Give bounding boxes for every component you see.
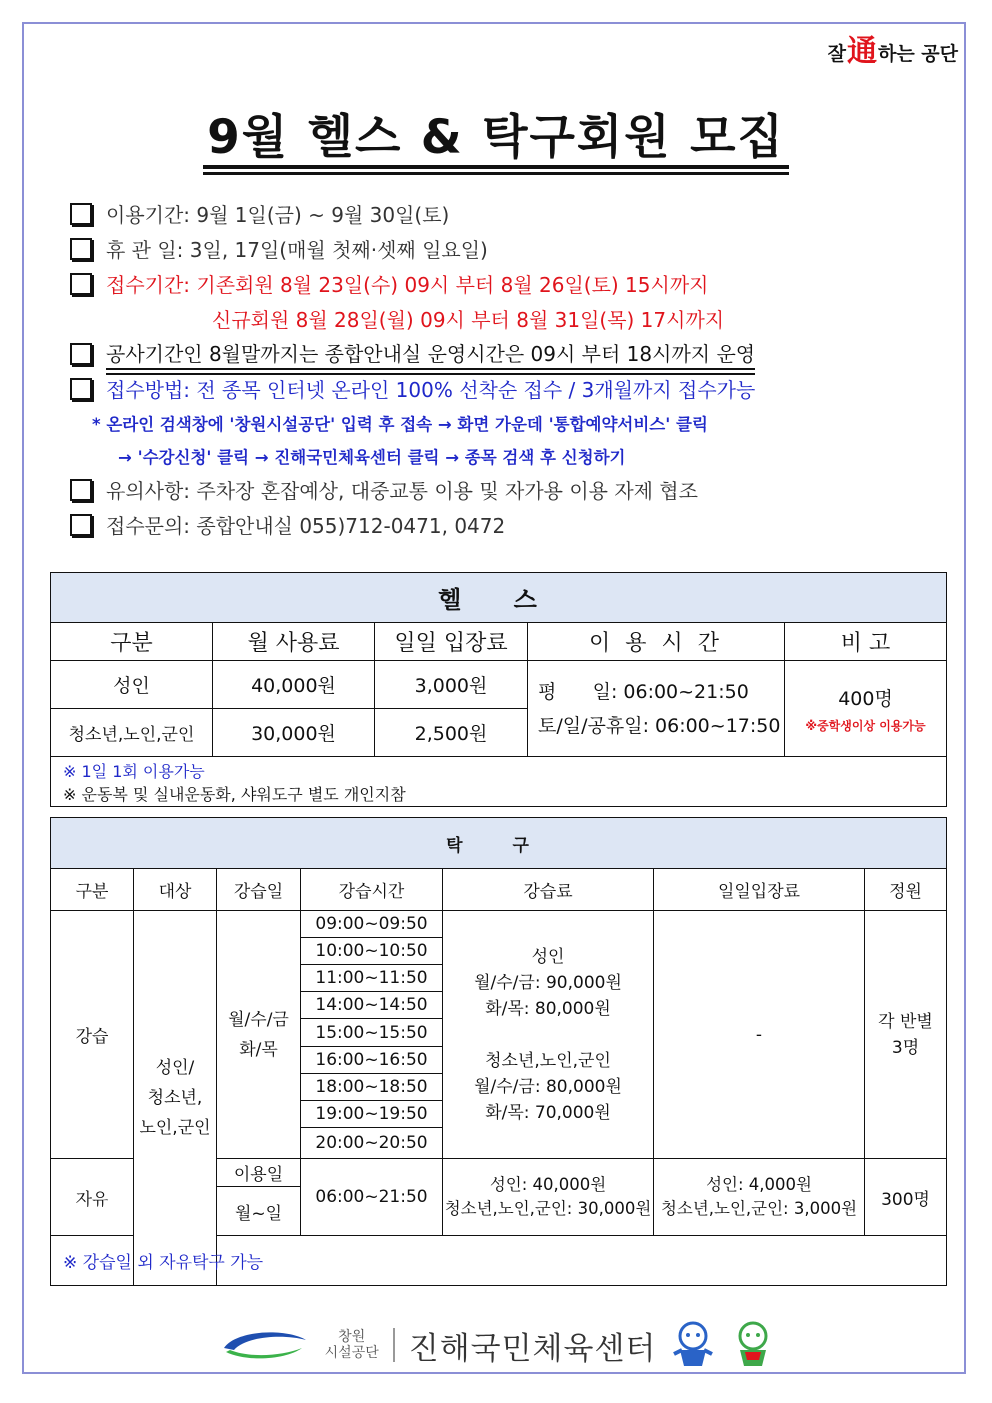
health-capacity-cell: 400명 ※중학생이상 이용가능: [785, 661, 947, 757]
health-type: 청소년,노인,군인: [51, 709, 213, 757]
tt-free-day-label: 이용일: [217, 1159, 301, 1187]
blue-mascot-icon: [670, 1320, 716, 1370]
tt-target: 성인/ 청소년, 노인,군인: [134, 911, 217, 1286]
center-name: 진해국민체육센터: [408, 1330, 657, 1367]
info-period: 이용기간: 9월 1일(금) ~ 9월 30일(토): [70, 196, 950, 231]
info-caution: 유의사항: 주차장 혼잡예상, 대중교통 이용 및 자가용 이용 자제 협조: [70, 472, 950, 507]
info-reception-new: 신규회원 8월 28일(월) 09시 부터 8월 31일(목) 17시까지: [212, 308, 725, 332]
page-title: 9월 헬스 & 탁구회원 모집: [0, 100, 992, 167]
checkbox-icon: [70, 514, 92, 536]
tt-time: 20:00~20:50: [301, 1128, 443, 1159]
tt-time: 18:00~18:50: [301, 1074, 443, 1101]
info-construction: 공사기간인 8월말까지는 종합안내실 운영시간은 09시 부터 18시까지 운영: [70, 336, 950, 371]
swoosh-logo-icon: [216, 1326, 311, 1364]
checkbox-icon: [70, 378, 92, 400]
checkbox-icon: [70, 273, 92, 295]
health-header: 구분: [51, 623, 213, 661]
checkbox-icon: [70, 238, 92, 260]
tt-free-daily: 성인: 4,000원 청소년,노인,군인: 3,000원: [654, 1159, 865, 1236]
tt-header: 강습일: [217, 869, 301, 911]
health-daily: 2,500원: [375, 709, 528, 757]
tt-free-day: 월~일: [217, 1187, 301, 1236]
health-header: 비 고: [785, 623, 947, 661]
tt-title: 탁 구: [51, 818, 947, 869]
health-table: [50, 572, 947, 807]
tt-free-time: 06:00~21:50: [301, 1159, 443, 1236]
checkbox-icon: [70, 343, 92, 365]
table-tennis-table: [50, 817, 947, 1286]
health-notes: ※ 1일 1회 이용가능 ※ 운동복 및 실내운동화, 샤워도구 별도 개인지참: [51, 757, 947, 807]
checkbox-icon: [70, 203, 92, 225]
tt-note: ※ 강습일 외 자유탁구 가능: [51, 1236, 947, 1286]
info-guide-2: → '수강신청' 클릭 → 진해국민체육센터 클릭 → 종목 검색 후 신청하기: [118, 447, 626, 467]
tt-header: 강습료: [443, 869, 654, 911]
health-monthly: 30,000원: [213, 709, 375, 757]
info-contact: 접수문의: 종합안내실 055)712-0471, 0472: [70, 507, 950, 542]
checkbox-icon: [70, 479, 92, 501]
info-guide-1: * 온라인 검색창에 '창원시설공단' 입력 후 접속 → 화면 가운데 '통합예약서비스' 클릭: [92, 414, 708, 434]
health-hours: 평 일: 06:00~21:50 토/일/공휴일: 06:00~17:50: [528, 661, 785, 757]
info-holiday: 휴 관 일: 3일, 17일(매월 첫째·셋째 일요일): [70, 231, 950, 266]
tt-lesson: 강습: [51, 911, 134, 1159]
tt-days: 월/수/금 화/목: [217, 911, 301, 1159]
tt-header: 구분: [51, 869, 134, 911]
health-title: 헬 스: [51, 573, 947, 623]
footer-logos: [0, 1320, 992, 1370]
info-method: 접수방법: 전 종목 인터넷 온라인 100% 선착순 접수 / 3개월까지 접수가능: [70, 371, 950, 406]
tt-header: 정원: [865, 869, 947, 911]
slogan: [827, 34, 958, 69]
tt-time: 15:00~15:50: [301, 1019, 443, 1047]
info-list: [70, 196, 950, 542]
green-mascot-icon: [730, 1320, 776, 1370]
health-daily: 3,000원: [375, 661, 528, 709]
slogan-post: 하는 공단: [877, 43, 958, 65]
tt-time: 14:00~14:50: [301, 992, 443, 1019]
tt-header: 일일입장료: [654, 869, 865, 911]
health-header: 이 용 시 간: [528, 623, 785, 661]
tt-lesson-capacity: 각 반별 3명: [865, 911, 947, 1159]
tt-header: 강습시간: [301, 869, 443, 911]
health-header: 일일 입장료: [375, 623, 528, 661]
tt-time: 16:00~16:50: [301, 1047, 443, 1074]
tt-time: 19:00~19:50: [301, 1101, 443, 1128]
tt-time: 11:00~11:50: [301, 965, 443, 992]
health-monthly: 40,000원: [213, 661, 375, 709]
tt-fee: 성인 월/수/금: 90,000원 화/목: 80,000원 청소년,노인,군인 월/수/금: 80,000원 화/목: 70,000원: [443, 911, 654, 1159]
health-type: 성인: [51, 661, 213, 709]
divider: [393, 1328, 395, 1362]
tt-time: 09:00~09:50: [301, 911, 443, 938]
tt-lesson-daily: -: [654, 911, 865, 1159]
tt-free-capacity: 300명: [865, 1159, 947, 1236]
tt-time: 10:00~10:50: [301, 938, 443, 965]
tt-free-fee: 성인: 40,000원 청소년,노인,군인: 30,000원: [443, 1159, 654, 1236]
slogan-pre: 잘: [827, 43, 846, 65]
health-header: 월 사용료: [213, 623, 375, 661]
tt-header: 대상: [134, 869, 217, 911]
tt-free: 자유: [51, 1159, 134, 1236]
info-reception: 접수기간: 기존회원 8월 23일(수) 09시 부터 8월 26일(토) 15시까지: [70, 266, 950, 301]
org-logo-text: 창원 시설공단: [324, 1329, 379, 1361]
slogan-highlight: 通: [846, 34, 877, 69]
